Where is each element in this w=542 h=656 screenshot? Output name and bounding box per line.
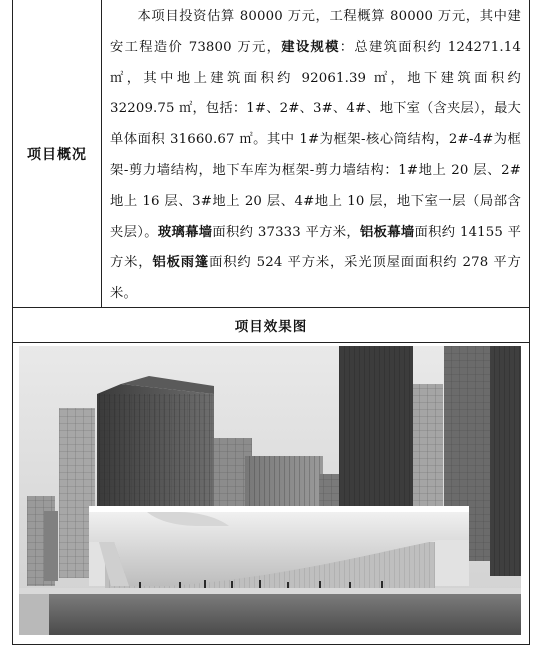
overview-label: 项目概况 <box>27 146 87 163</box>
overview-bold-1: 建设规模 <box>281 39 340 55</box>
overview-bold-4: 铝板雨篷 <box>152 255 210 271</box>
overview-label-cell <box>13 0 102 307</box>
rendering-header-row <box>13 308 529 343</box>
overview-bold-2: 玻璃幕墙 <box>157 224 213 240</box>
overview-text-5: 面积约 524 平方米，采光顶屋面面积约 278 平方米。 <box>110 255 521 302</box>
overview-text-1: 本项目投资估算 80000 万元，工程概算 80000 万元，其中建安工程造价 73800 万元， <box>110 9 521 55</box>
overview-paragraph <box>110 2 521 310</box>
rendering-row <box>13 343 529 644</box>
overview-text-cell <box>102 0 529 307</box>
overview-text-3: 面积约 37333 平方米， <box>212 224 360 240</box>
project-table <box>12 0 530 645</box>
overview-text-2: ：总建筑面积约 124271.14 ㎡，其中地上建筑面积约 92061.39 ㎡，地下建筑面积约 32209.75 ㎡，包括：1#、2#、3#、4#、地下室（含夹层），最大单体面积 31660.67 ㎡。其中 1#为框架-核心筒结构，2#-4#为框架-剪力墙结构，地下车库为框架-剪力墙结构：1#地上 20 层、2#地上 16 层、3#地上 20 层、4#地上 10 层，地下室一层（局部含夹层）。 <box>110 39 521 240</box>
overview-bold-3: 铝板幕墙 <box>359 224 415 240</box>
overview-text-4: 面积约 14155 平方米， <box>110 224 522 271</box>
rendering-header: 项目效果图 <box>234 319 308 335</box>
overview-row <box>13 0 529 308</box>
architectural-rendering-image <box>19 346 521 635</box>
